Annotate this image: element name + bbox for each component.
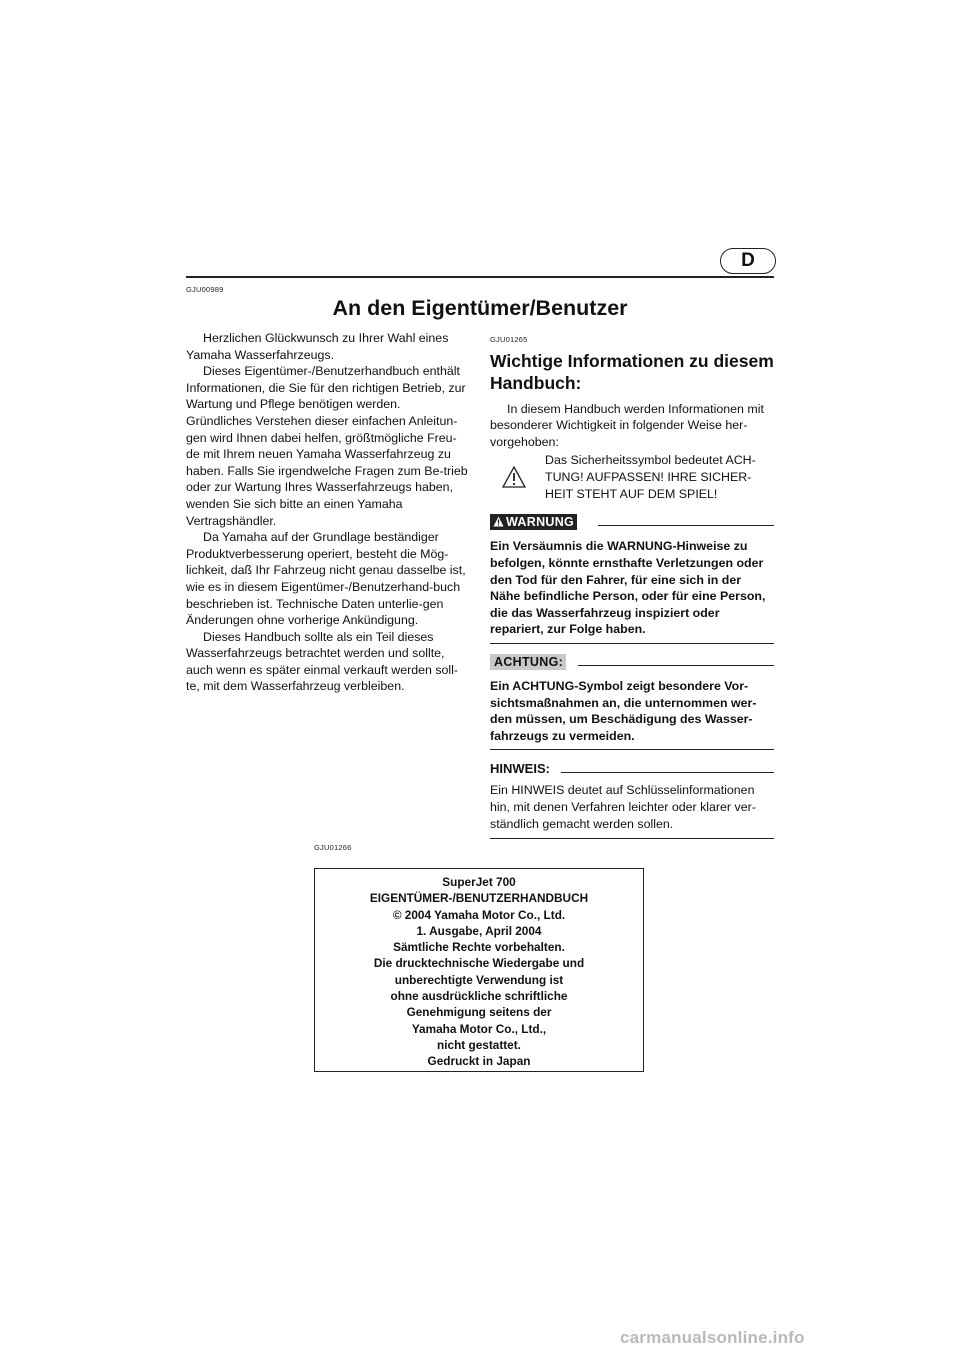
note-header bbox=[490, 761, 774, 781]
watermark: carmanualsonline.info bbox=[620, 1328, 805, 1347]
imprint-line: Gedruckt in Japan bbox=[427, 1054, 531, 1069]
language-badge: D bbox=[720, 248, 776, 274]
warning-text: Ein Versäumnis die WARNUNG-Hinweise zu befolgen, könnte ernsthafte Verletzungen oder den Tod für den Fahrer, für eine sich in der Nähe befindliche Person, oder für eine Person, die das Wasserfahrzeug inspiziert oder repariert, zur Folge haben. bbox=[490, 539, 766, 637]
imprint-line: Yamaha Motor Co., Ltd., bbox=[411, 1021, 547, 1036]
warning-label-text: WARNUNG bbox=[506, 515, 575, 530]
note-end-rule bbox=[490, 838, 774, 839]
imprint-line: unberechtigte Verwendung ist bbox=[394, 972, 564, 987]
imprint-line: EIGENTÜMER-/BENUTZERHANDBUCH bbox=[369, 891, 589, 906]
caution-rule bbox=[578, 665, 774, 666]
imprint-line: 1. Ausgabe, April 2004 bbox=[416, 923, 542, 938]
page-title: An den Eigentümer/Benutzer bbox=[332, 296, 628, 320]
right-column bbox=[490, 332, 774, 839]
imprint-line: Die drucktechnische Wiedergabe und bbox=[373, 956, 585, 971]
warning-end-rule bbox=[490, 643, 774, 644]
paragraph: Dieses Eigentümer-/Benutzerhandbuch enthält Informationen, die Sie für den richtigen Betrieb, zur Wartung und Pflege benötigen werden. Gründliches Verstehen dieser einfachen Anleitun-gen wird Ihnen dabei helfen, größtmögliche Freu-de mit Ihrem neuen Yamaha Wasserfahrzeug zu haben. Falls Sie irgendwelche Fragen zum Be-trieb oder zur Wartung Ihres Wasserfahrzeugs haben, wenden Sie sich bitte an einen Yamaha Vertragshändler. bbox=[186, 364, 468, 528]
caution-label: ACHTUNG: bbox=[490, 654, 566, 670]
imprint-line: Genehmigung seitens der bbox=[406, 1005, 552, 1020]
warning-header bbox=[490, 514, 774, 534]
warning-icon bbox=[493, 516, 504, 527]
warning-label bbox=[490, 514, 577, 530]
warning-triangle-icon bbox=[502, 466, 526, 488]
caution-text: Ein ACHTUNG-Symbol zeigt besondere Vor-sichtsmaßnahmen an, die unternommen wer-den müssen, um Beschädigung des Wasser-fahrzeugs zu vermeiden. bbox=[490, 678, 757, 743]
warning-rule bbox=[598, 525, 774, 526]
section-code: GJU01265 bbox=[490, 335, 528, 344]
imprint-line: SuperJet 700 bbox=[442, 875, 516, 889]
left-column bbox=[186, 330, 469, 695]
note-text: Ein HINWEIS deutet auf Schlüsselinformationen hin, mit denen Verfahren leichter oder klarer ver-ständlich gemacht werden sollen. bbox=[490, 783, 756, 831]
intro-paragraph: In diesem Handbuch werden Informationen mit besonderer Wichtigkeit in folgender Weise her-vorgehoben: bbox=[490, 401, 764, 449]
section-heading: Wichtige Informationen zu diesem Handbuch: bbox=[490, 350, 774, 394]
note-rule bbox=[561, 772, 774, 773]
header-rule bbox=[186, 276, 774, 278]
paragraph: Da Yamaha auf der Grundlage beständiger Produktverbesserung operiert, besteht die Mög-lichkeit, daß Ihr Fahrzeug nicht genau dasselbe ist, wie es in diesem Eigentümer-/Benutzerhand-buch beschrieben ist. Technische Daten unterlie-gen Änderungen ohne vorherige Ankündigung. bbox=[186, 530, 466, 628]
imprint-line: nicht gestattet. bbox=[437, 1037, 521, 1052]
note-label: HINWEIS: bbox=[490, 761, 550, 777]
caution-header bbox=[490, 654, 774, 674]
section-code: GJU00989 bbox=[186, 285, 224, 294]
safety-symbol-text: Das Sicherheitssymbol bedeutet ACH-TUNG! AUFPASSEN! IHRE SICHER-HEIT STEHT AUF DEM SPIEL! bbox=[545, 453, 756, 501]
caution-end-rule bbox=[490, 749, 774, 750]
imprint-line: © 2004 Yamaha Motor Co., Ltd. bbox=[392, 907, 566, 922]
section-code: GJU01266 bbox=[314, 843, 352, 852]
imprint-box bbox=[314, 868, 644, 1072]
paragraph: Dieses Handbuch sollte als ein Teil dieses Wasserfahrzeugs betrachtet werden und sollte, auch wenn es später einmal verkauft werden soll-te, mit dem Wasserfahrzeug verbleiben. bbox=[186, 629, 459, 694]
safety-symbol-row bbox=[490, 452, 774, 504]
imprint-line: Sämtliche Rechte vorbehalten. bbox=[393, 940, 565, 955]
paragraph: Herzlichen Glückwunsch zu Ihrer Wahl eines Yamaha Wasserfahrzeugs. bbox=[186, 331, 449, 362]
imprint-line: ohne ausdrückliche schriftliche bbox=[390, 989, 568, 1004]
